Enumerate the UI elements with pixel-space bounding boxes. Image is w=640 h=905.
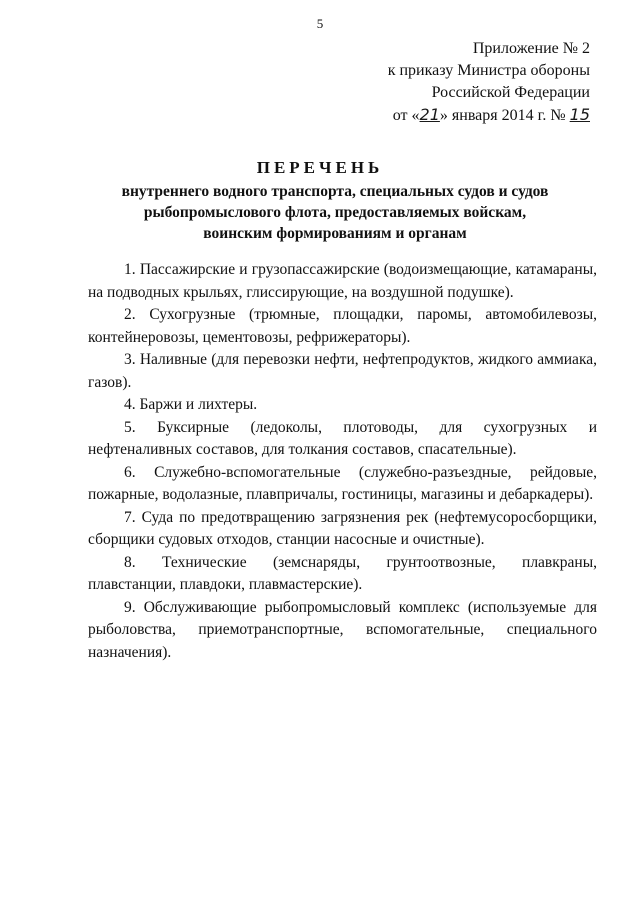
vessel-list	[88, 259, 597, 664]
handwritten-order-number: 15	[569, 105, 590, 124]
list-item: 3. Наливные (для перевозки нефти, нефтепродуктов, жидкого аммиака, газов).	[88, 351, 597, 391]
date-middle: » января 2014 г. №	[439, 107, 570, 124]
document-subtitle	[80, 181, 590, 244]
appendix-date-line	[300, 104, 590, 127]
list-item: 2. Сухогрузные (трюмные, площадки, паромы, автомобилевозы, контейнеровозы, цементовозы, рефрижераторы).	[88, 306, 597, 346]
subtitle-line-3: воинским формированиям и органам	[203, 225, 467, 242]
handwritten-day: 21	[419, 105, 440, 124]
list-item: 7. Суда по предотвращению загрязнения рек (нефтемусоросборщики, сборщики судовых отходов, станции насосные и очистные).	[88, 508, 597, 548]
page-number: 5	[316, 16, 324, 31]
list-item: 4. Баржи и лихтеры.	[124, 396, 258, 413]
appendix-country: Российской Федерации	[431, 84, 590, 101]
list-item: 1. Пассажирские и грузопассажирские (водоизмещающие, катамараны, на подводных крыльях, глиссирующие, на воздушной подушке).	[88, 261, 597, 301]
date-prefix: от «	[392, 107, 420, 124]
document-title: ПЕРЕЧЕНЬ	[256, 158, 384, 177]
appendix-title: Приложение № 2	[472, 40, 590, 57]
appendix-header	[300, 38, 590, 127]
appendix-order-ref: к приказу Министра обороны	[387, 62, 590, 79]
list-item: 9. Обслуживающие рыбопромысловый комплекс (используемые для рыболовства, приемотранспортные, вспомогательные, специального назначения).	[88, 598, 597, 661]
subtitle-line-2: рыбопромыслового флота, предоставляемых войскам,	[143, 204, 527, 221]
list-item: 5. Буксирные (ледоколы, плотоводы, для сухогрузных и нефтеналивных составов, для толкания составов, спасательные).	[88, 418, 597, 458]
list-item: 8. Технические (земснаряды, грунтоотвозные, плавкраны, плавстанции, плавдоки, плавмастерские).	[88, 553, 597, 593]
subtitle-line-1: внутреннего водного транспорта, специальных судов и судов	[121, 183, 549, 200]
list-item: 6. Служебно-вспомогательные (служебно-разъездные, рейдовые, пожарные, водолазные, плавпричалы, гостиницы, магазины и дебаркадеры).	[88, 463, 597, 503]
